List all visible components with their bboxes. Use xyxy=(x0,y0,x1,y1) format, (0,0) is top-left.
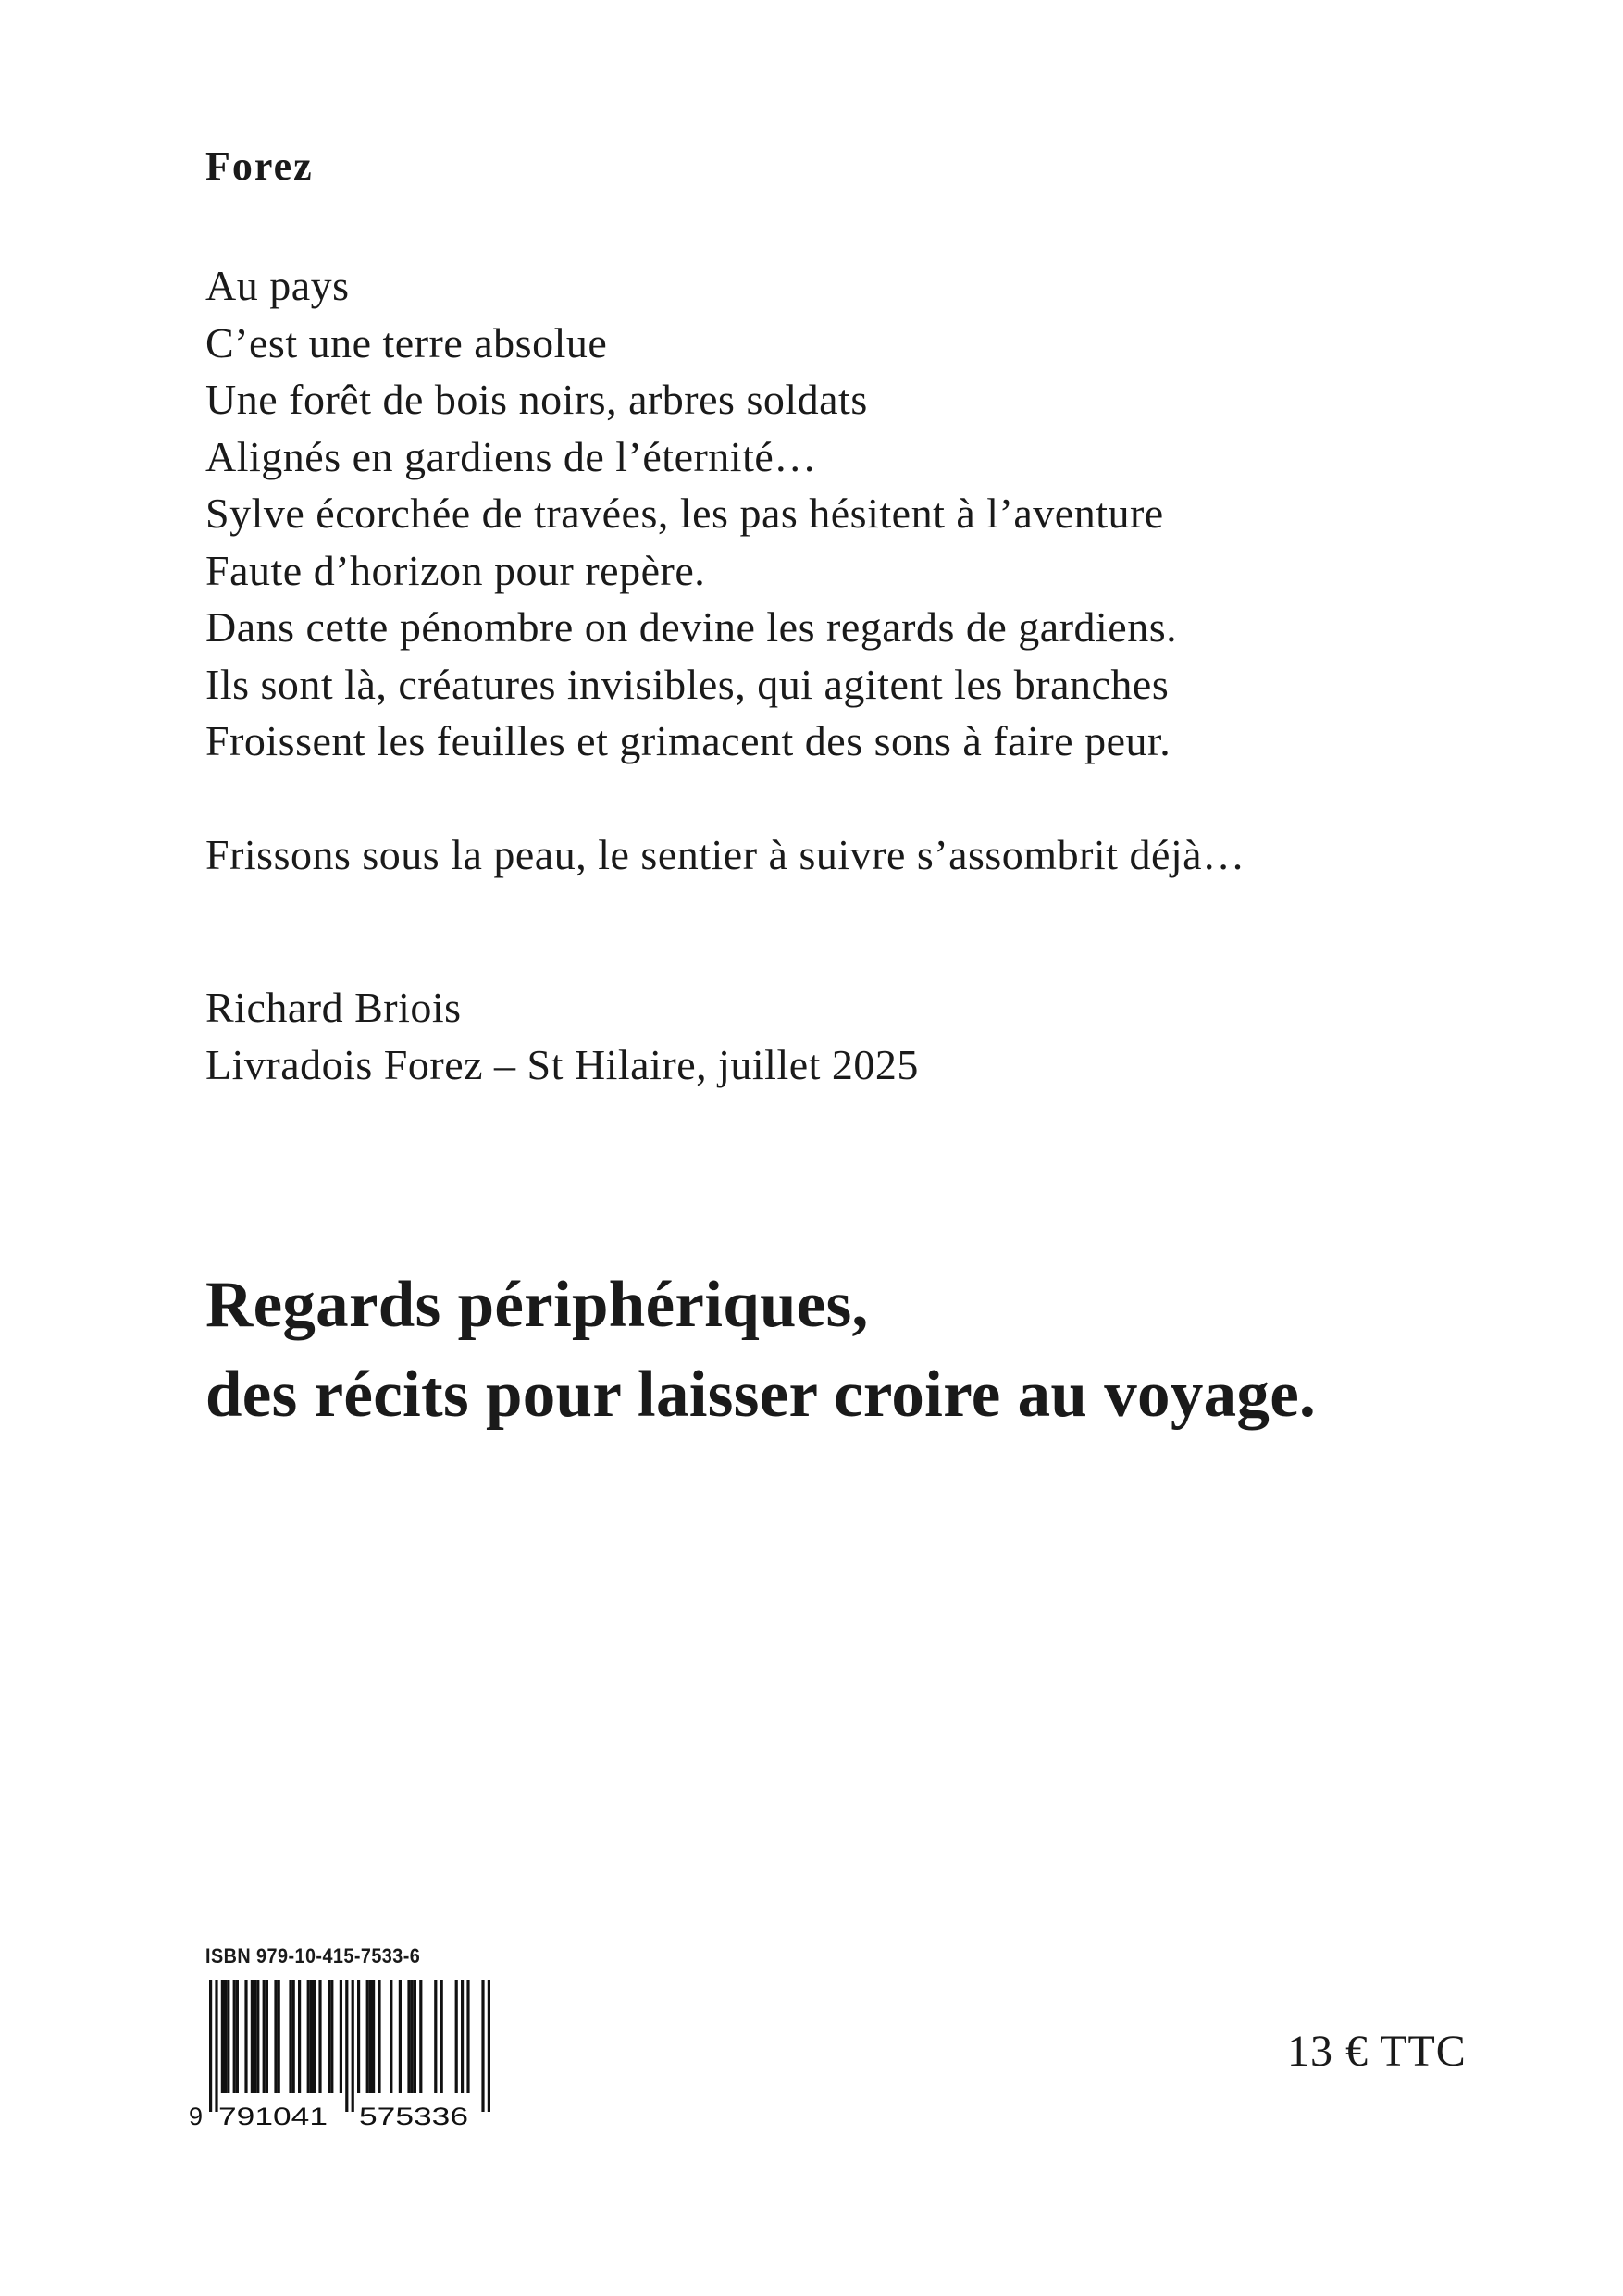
barcode-bar xyxy=(440,1980,443,2093)
barcode-bar xyxy=(233,1980,236,2093)
barcode-bar xyxy=(455,1980,458,2093)
barcode-guard-bar xyxy=(209,1980,212,2112)
poem-line: Alignés en gardiens de l’éternité… xyxy=(205,432,817,480)
barcode-bar xyxy=(328,1980,330,2093)
barcode-bar xyxy=(357,1980,360,2093)
barcode-bar xyxy=(399,1980,402,2093)
barcode-bar xyxy=(378,1980,380,2093)
poem-title: Forez xyxy=(205,143,314,189)
barcode-bar xyxy=(372,1980,375,2093)
barcode-bar xyxy=(390,1980,392,2093)
barcode-bar xyxy=(407,1980,410,2093)
barcode-bar xyxy=(318,1980,321,2093)
author-name: Richard Briois xyxy=(205,984,462,1031)
poem-line: Dans cette pénombre on devine les regards de gardiens. xyxy=(205,603,1178,651)
place-date: Livradois Forez – St Hilaire, juillet 2025 xyxy=(205,1041,919,1088)
barcode-right-digits: 575336 xyxy=(359,2103,468,2128)
poem-line: C’est une terre absolue xyxy=(205,318,608,366)
barcode-left-digits: 791041 xyxy=(218,2103,328,2128)
barcode-bar xyxy=(414,1980,416,2093)
poem-line: Une forêt de bois noirs, arbres soldats xyxy=(205,376,868,423)
barcode-guard-bar xyxy=(345,1980,348,2112)
isbn-barcode xyxy=(180,1979,513,2128)
poem-line: Au pays xyxy=(205,262,350,309)
barcode-bar xyxy=(307,1980,310,2093)
poem-line: Sylve écorchée de travées, les pas hésitent à l’aventure xyxy=(205,490,1164,537)
poem-line: Froissent les feuilles et grimacent des sons à faire peur. xyxy=(205,717,1171,764)
barcode-guard-bar xyxy=(215,1980,217,2112)
barcode-bar xyxy=(340,1980,342,2093)
barcode-bar xyxy=(366,1980,369,2093)
barcode-bar xyxy=(244,1980,247,2093)
barcode-guard-bar xyxy=(488,1980,490,2112)
barcode-bar xyxy=(274,1980,277,2093)
barcode-bar xyxy=(461,1980,464,2093)
stanza xyxy=(205,257,1501,770)
barcode-bar xyxy=(419,1980,422,2093)
barcode-bar xyxy=(236,1980,239,2093)
barcode-bar xyxy=(251,1980,254,2093)
barcode-bar xyxy=(411,1980,414,2093)
barcode-bar xyxy=(313,1980,316,2093)
barcode-bar xyxy=(227,1980,229,2093)
poem-body xyxy=(205,257,1501,883)
barcode-bar xyxy=(266,1980,268,2093)
barcode-bar xyxy=(434,1980,437,2093)
barcode-bar xyxy=(254,1980,256,2093)
poem-line: Frissons sous la peau, le sentier à suivre s’assombrit déjà… xyxy=(205,830,1245,878)
poem-line: Faute d’horizon pour repère. xyxy=(205,546,706,594)
barcode-bar xyxy=(292,1980,295,2093)
price: 13 € TTC xyxy=(1287,2027,1467,2076)
barcode-bar xyxy=(221,1980,224,2093)
barcode-bar xyxy=(330,1980,333,2093)
stanza xyxy=(205,826,1501,884)
barcode-guard-bar xyxy=(481,1980,484,2112)
barcode-bar xyxy=(298,1980,301,2093)
barcode-bar xyxy=(289,1980,291,2093)
barcode-lead-digit: 9 xyxy=(189,2103,204,2128)
barcode-bar xyxy=(310,1980,313,2093)
signature xyxy=(205,979,919,1094)
barcode-bar xyxy=(466,1980,469,2093)
barcode-bar xyxy=(263,1980,266,2093)
tagline-line: Regards périphériques, xyxy=(205,1269,869,1341)
tagline-line: des récits pour laisser croire au voyage. xyxy=(205,1359,1317,1431)
barcode-bar xyxy=(224,1980,227,2093)
barcode-bar xyxy=(369,1980,372,2093)
barcode-bar xyxy=(256,1980,259,2093)
barcode-bar xyxy=(278,1980,280,2093)
barcode-guard-bar xyxy=(352,1980,354,2112)
poem-line: Ils sont là, créatures invisibles, qui agitent les branches xyxy=(205,660,1170,708)
isbn-label: ISBN 979-10-415-7533-6 xyxy=(205,1944,421,1967)
series-tagline xyxy=(205,1260,1316,1440)
